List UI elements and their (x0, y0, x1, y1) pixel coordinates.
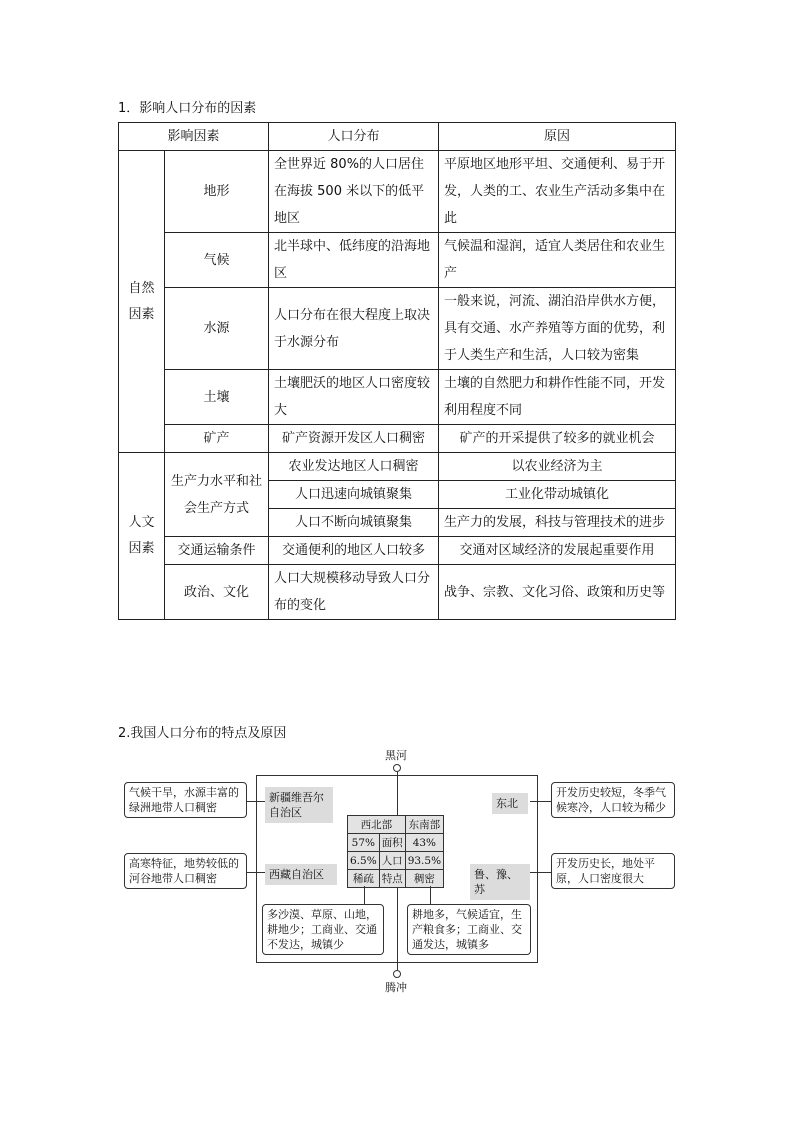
top-circle-marker (393, 764, 401, 772)
header-distribution: 人口分布 (269, 123, 439, 151)
top-label: 黑河 (385, 749, 407, 762)
connector (364, 886, 365, 904)
category-natural: 自然因素 (119, 151, 165, 453)
distribution-cell: 人口不断向城镇聚集 (269, 509, 439, 537)
distribution-cell: 土壤肥沃的地区人口密度较大 (269, 370, 439, 425)
table-row (119, 565, 676, 620)
comparison-table (347, 815, 444, 888)
reason-cell: 交通对区域经济的发展起重要作用 (439, 537, 676, 565)
table-cell: 西北部 (348, 816, 406, 834)
region-northeast: 东北 (492, 793, 528, 814)
table-cell: 特点 (379, 870, 405, 888)
table-cell: 43% (405, 834, 443, 852)
connector (247, 801, 265, 802)
table-row (119, 425, 676, 453)
factor-cell: 地形 (165, 151, 269, 233)
reason-cell: 战争、宗教、文化习俗、政策和历史等 (439, 565, 676, 620)
table-row (119, 537, 676, 565)
reason-cell: 土壤的自然肥力和耕作性能不同，开发利用程度不同 (439, 370, 676, 425)
table-row (119, 453, 676, 481)
northwest-reason-box: 多沙漠、草原、山地，耕地少；工商业、交通不发达，城镇少 (262, 904, 384, 955)
table-row (119, 370, 676, 425)
southeast-reason-box: 耕地多，气候适宜，生产粮食多；工商业、交通发达，城镇多 (407, 904, 531, 955)
bottom-circle-marker (393, 970, 401, 978)
table-row (119, 288, 676, 370)
callout-left-xinjiang: 气候干旱，水源丰富的绿洲地带人口稠密 (124, 782, 247, 818)
bottom-label: 腾冲 (385, 981, 407, 994)
factor-cell: 土壤 (165, 370, 269, 425)
factor-cell: 气候 (165, 233, 269, 288)
population-factors-table (118, 122, 676, 620)
region-xinjiang: 新疆维吾尔自治区 (265, 787, 333, 823)
factor-cell: 交通运输条件 (165, 537, 269, 565)
table-cell: 面积 (379, 834, 405, 852)
table-cell: 东南部 (405, 816, 443, 834)
callout-right-northeast: 开发历史较短，冬季气候寒冷，人口较为稀少 (551, 782, 675, 818)
region-lu-yu-su: 鲁、豫、苏 (470, 864, 530, 900)
section1-title: 1．影响人口分布的因素 (118, 101, 257, 116)
table-cell: 93.5% (405, 852, 443, 870)
table-row (348, 834, 444, 852)
header-reason: 原因 (439, 123, 676, 151)
callout-left-tibet: 高寒特征，地势较低的河谷地带人口稠密 (124, 853, 247, 889)
table-cell: 人口 (379, 852, 405, 870)
distribution-cell: 人口大规模移动导致人口分布的变化 (269, 565, 439, 620)
table-row (119, 233, 676, 288)
connector (247, 872, 265, 873)
table-cell: 稀疏 (348, 870, 380, 888)
reason-cell: 工业化带动城镇化 (439, 481, 676, 509)
reason-cell: 气候温和湿润，适宜人类居住和农业生产 (439, 233, 676, 288)
reason-cell: 以农业经济为主 (439, 453, 676, 481)
table-cell: 57% (348, 834, 380, 852)
factor-cell: 矿产 (165, 425, 269, 453)
distribution-cell: 北半球中、低纬度的沿海地区 (269, 233, 439, 288)
connector (530, 801, 551, 802)
reason-cell: 一般来说，河流、湖泊沿岸供水方便，具有交通、水产养殖等方面的优势，利于人类生产和生活，人口较为密集 (439, 288, 676, 370)
distribution-cell: 农业发达地区人口稠密 (269, 453, 439, 481)
factor-cell: 生产力水平和社会生产方式 (165, 453, 269, 537)
header-factor: 影响因素 (119, 123, 269, 151)
distribution-cell: 矿产资源开发区人口稠密 (269, 425, 439, 453)
callout-right-lu-yu-su: 开发历史长，地处平原，人口密度很大 (551, 853, 675, 889)
connector (530, 872, 551, 873)
reason-cell: 生产力的发展，科技与管理技术的进步 (439, 509, 676, 537)
category-human: 人文因素 (119, 453, 165, 620)
table-cell: 6.5% (348, 852, 380, 870)
distribution-cell: 交通便利的地区人口较多 (269, 537, 439, 565)
region-tibet: 西藏自治区 (265, 864, 337, 885)
distribution-cell: 人口分布在很大程度上取决于水源分布 (269, 288, 439, 370)
reason-cell: 矿产的开采提供了较多的就业机会 (439, 425, 676, 453)
distribution-cell: 人口迅速向城镇聚集 (269, 481, 439, 509)
table-header-row (119, 123, 676, 151)
section2-title: 2.我国人口分布的特点及原因 (118, 726, 287, 741)
connector (430, 886, 431, 904)
reason-cell: 平原地区地形平坦、交通便利、易于开发，人类的工、农业生产活动多集中在此 (439, 151, 676, 233)
table-row (348, 870, 444, 888)
table-cell: 稠密 (405, 870, 443, 888)
table-row (348, 852, 444, 870)
factor-cell: 政治、文化 (165, 565, 269, 620)
factor-cell: 水源 (165, 288, 269, 370)
table-row (348, 816, 444, 834)
table-row (119, 151, 676, 233)
distribution-cell: 全世界近 80%的人口居住在海拔 500 米以下的低平地区 (269, 151, 439, 233)
